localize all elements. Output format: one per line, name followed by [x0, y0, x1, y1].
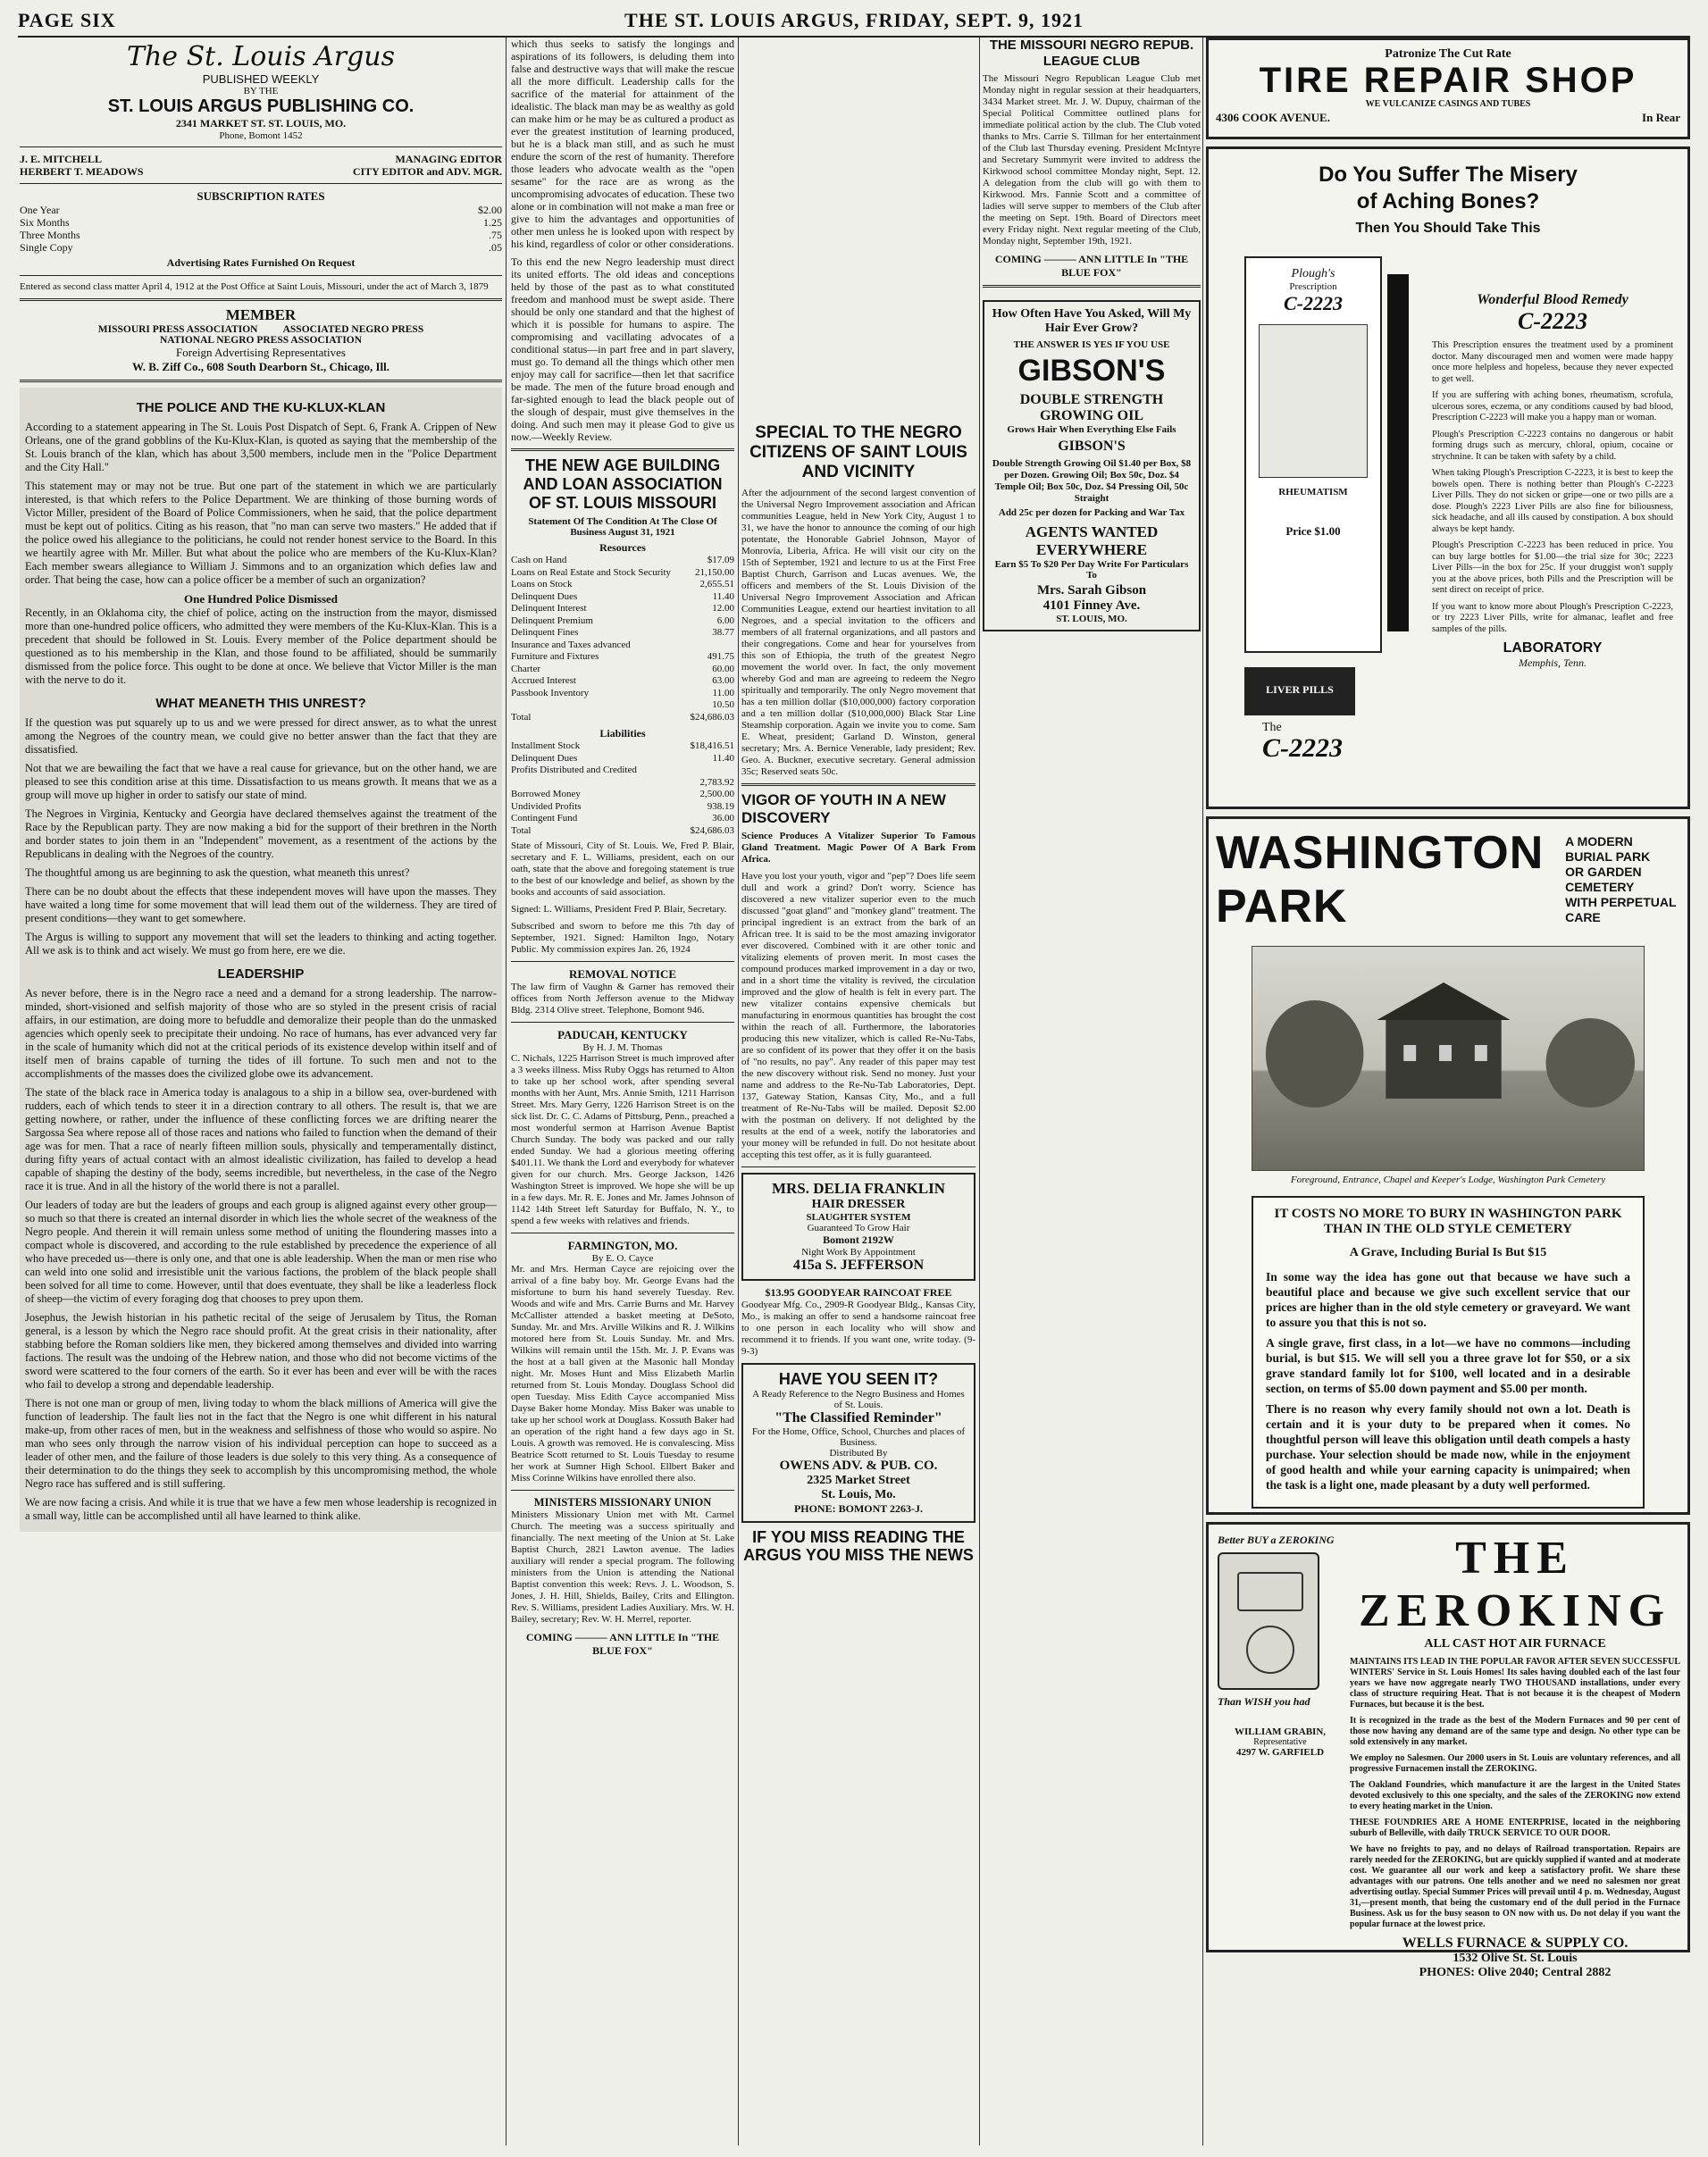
lab-the: The: [1262, 721, 1282, 734]
staff-row: HERBERT T. MEADOWS CITY EDITOR and ADV. MGR.: [20, 165, 502, 178]
zk-badge-top: Better BUY a ZEROKING: [1218, 1534, 1335, 1546]
running-head: [18, 5, 1690, 36]
vigor-subhead: Science Produces A Vitalizer Superior To Famous Gland Treatment. Magic Power Of A Bark From Africa.: [741, 831, 975, 865]
franklin-phone: Bomont 2192W: [823, 1233, 894, 1246]
club-text: The Missouri Negro Republican League Club met Monday night in regular session at their headquarters, 3434 Market street. Mr. J. W. Dupuy, chairman of the Special Political Committee outlined plans for immediate political action by the club. The Club voted thanks to Mrs. Carrie S. Tillman for her entertainment of the Club last Thursday evening. President McIntyre and Secretary Summyrit were invited to address the Kirkwood school committee Monday night, Sept. 12. A delegation from the club will go with them to Kirkwood. Mrs. Fannie Scott and a committee of ladies will serve supper to members of the Club after the meeting on Sept. 19th. Board of Directors meet every Friday night. Next regular meeting of the Club, Monday night, September 19th, 1921.: [983, 73, 1201, 247]
gibson-add: Add 25c per dozen for Packing and War Tax: [998, 507, 1185, 518]
liability-row-item: Undivided Profits: [511, 800, 582, 812]
zk-phones: PHONES: Olive 2040; Central 2882: [1419, 1966, 1612, 1979]
resource-row-item: Furniture and Fixtures: [511, 651, 599, 662]
subhead-dismissed: One Hundred Police Dismissed: [183, 592, 339, 606]
column-two: [511, 38, 734, 2145]
seen-city: St. Louis, Mo.: [821, 1488, 896, 1501]
seen-phone: PHONE: BOMONT 2263-J.: [793, 1502, 924, 1515]
franklin-role: HAIR DRESSER: [811, 1198, 906, 1211]
ministers-title: MINISTERS MISSIONARY UNION: [533, 1496, 712, 1509]
entered-note: Entered as second class matter April 4, 1912 at the Post Office at Saint Louis, Missouri, under the act of March 3, 1879: [20, 281, 489, 292]
resource-row: [511, 603, 734, 615]
affidavit-sworn: Subscribed and sworn to before me this 7th day of September, 1921. Signed: Hamilton Ingo, Notary Public. My commission expires Jan. 26, 1924: [511, 921, 734, 955]
masthead-company: ST. LOUIS ARGUS PUBLISHING CO.: [107, 96, 414, 116]
farmington-byline: By E. O. Cayce: [591, 1253, 654, 1264]
resource-row-item: Charter: [511, 663, 540, 674]
vigor-title: VIGOR OF YOUTH IN A NEW DISCOVERY: [741, 791, 946, 826]
bones-question: Do You Suffer The Misery: [1319, 163, 1578, 187]
article-paragraph: Josephus, the Jewish historian in his pathetic recital of the seige of Jerusalem by Titus, the Roman general, is a lesson by which the Negro race should profit. At the great crisis in their nationality, after stabbing before the Roman soldiers like men, they bickered among themselves and divided into warring factions. The result was the undoing of the Hebrew nation, and those who did not become victims of the sword were scattered to the four corners of the earth. So it ever has been and ever will be with the races who fail to develop a strong and dependable leadership.: [25, 1311, 497, 1391]
article-paragraph: This statement may or may not be true. But one part of the statement in which we are particularly interested, is that which refers to the Police Department. We are thinking of those burning words of Victor Miller, president of the Board of Police Commissioners, when he said, that the police department must be kept out of politics. Citing as his reason, that "no man can serve two masters." He added that if the police owed his allegiance to the politicians, he could not render honest service to the Board. In this we heartily agree with Mr. Miller. But what about the police who are members of the Ku-Klux-Klan? Each member swears allegiance to William J. Simmons and to an organization which defies law and order. That being the case, how can a police officer be a member of such an organization?: [25, 480, 497, 586]
franklin-guarantee: Guaranteed To Grow Hair: [807, 1223, 910, 1233]
liability-row: [511, 825, 734, 838]
bones-brand: C-2223: [1518, 308, 1587, 334]
affidavit: State of Missouri, City of St. Louis. We, Fred P. Blair, secretary and F. L. Williams, president, each on our oath, state that the above and foregoing statement is true to the best of our knowledge and belief, as shown by the books and accounts of said association.: [511, 840, 734, 898]
resource-row-amount: 60.00: [712, 663, 734, 674]
rates-title: SUBSCRIPTION RATES: [197, 189, 325, 203]
gibson-answer: THE ANSWER IS YES IF YOU USE: [1013, 339, 1170, 350]
rule: [511, 448, 734, 451]
seen-address: 2325 Market Street: [807, 1474, 910, 1487]
zk-paragraph: We employ no Salesmen. Our 2000 users in St. Louis are voluntary references, and all progressive Furnacemen install the ZEROKING.: [1350, 1753, 1680, 1774]
gibson-line: Grows Hair When Everything Else Fails: [1007, 424, 1176, 435]
resource-row-item: Delinquent Dues: [511, 590, 578, 602]
building-loan-statement: Statement Of The Condition At The Close Of Business August 31, 1921: [528, 516, 717, 538]
liability-row: [511, 765, 734, 777]
franklin-address: 415a S. JEFFERSON: [792, 1258, 925, 1273]
resource-row: [511, 579, 734, 591]
rule: [20, 298, 502, 301]
affidavit-signed: Signed: L. Williams, President Fred P. Blair, Secretary.: [511, 904, 727, 915]
liability-row-amount: 36.00: [712, 813, 734, 824]
tire-top: Patronize The Cut Rate: [1385, 47, 1511, 61]
rule: [741, 783, 975, 786]
rule: [20, 146, 502, 147]
gibson-brand: GIBSON'S: [1017, 354, 1166, 388]
tire-sub: WE VULCANIZE CASINGS AND TUBES: [1365, 99, 1531, 109]
resource-row: [511, 675, 734, 688]
article-paragraph: As never before, there is in the Negro race a need and a demand for a strong leadership. The narrow-minded, short-visioned and selfish majority of those who are so styled in the present crisis of racial affairs, in our estimation, are doing more to befuddle and demoralize their people than do the unmasked agencies which openly seek to precipitate their undoing. No race of humans, has ever advanced very far in the scale of humanity which did not at the critical periods of its existence develop within itself and of itself men of brains capable of turning the tides of ill fortune. To such men and not to the accomplishments of the masses does the civilized globe owe its advancement.: [25, 987, 497, 1080]
zeroking-ad: [1206, 1522, 1690, 1979]
article-paragraph: We are now facing a crisis. And while it is true that we have a few men whose leadership is recognized in a small way, little can be accomplished until all have learned to think alike.: [25, 1496, 497, 1522]
liability-row-amount: 938.19: [707, 800, 734, 812]
zk-rep-name: WILLIAM GRABIN,: [1234, 1726, 1327, 1737]
lab-signature: [1262, 721, 1343, 762]
zk-paragraph: We have no freights to pay, and no delays of Railroad transportation. Repairs are rarely needed for the ZEROKING, but are quickly supplied if wanted and at moderate cost. We guarantee all our work and keep a satisfactory profit. We share these advantages with our patrons. One tells another and we need no salesmen nor great advertising outlay. Special Summer Prices will prevail until 4 p. m. Wednesday, August 31,—present month, that being the customary end of the dull period in the Furnace Business. Ask us for the busy season to ON now with us. Do not delay if you want the popular furnace at the lowest price.: [1350, 1844, 1681, 1929]
headline-unrest: WHAT MEANETH THIS UNREST?: [155, 696, 366, 711]
liability-row-item: Total: [511, 824, 532, 836]
gibson-agents: AGENTS WANTED EVERYWHERE: [1025, 523, 1159, 558]
liability-row-amount: $24,686.03: [690, 824, 734, 836]
liabilities-title: Liabilities: [599, 727, 646, 740]
article-paragraph: which thus seeks to satisfy the longings and aspirations of its followers, is deluding them into false and destructive ways that will make the rescue all the more difficult. Leadership calls for the sacrifice of the material for attainment of the idealistic. The black man may be as wealthy as gold can make him or he may be as cultured a product as ever the greatest institution of learning produced, but he is a black man still, and as such he must endure the scorn of the rest of humanity. Therefore those leaders who advocate wealth as the "open sesame" for the race are as wrong as the uncompromising advocates of education. These two alone or in combination will not make a man free or give to him the advantages and opportunities of other men unless he is looked upon with respect by his kind, regardless of color or other considerations.: [511, 38, 734, 250]
resource-row: [511, 699, 734, 712]
gibson-brand-small: GIBSON'S: [1058, 439, 1126, 454]
liver-pills-label: LIVER PILLS: [1266, 683, 1334, 696]
liability-row-item: Contingent Fund: [511, 813, 578, 824]
bottle-brand: Plough's: [1291, 267, 1335, 280]
farmington-text: Mr. and Mrs. Herman Cayce are rejoicing over the arrival of a fine baby boy. Mr. George Evans had the misfortune to burn his hand severely Tuesday. Rev. Woods and wife and Mrs. Carrie Burns and Mr. Harvey McCallister attended a basket meeting at DeSoto, Sunday. Mr. and Mrs. Arville Wilkins and R. J. Wilkins motored here from St. Louis Sunday. Mr. and Mrs. Wilkins will remain until the 15th. Mr. J. P. Evans was the host at a ball given at the Masonic hall Monday night. Mr. Moses Hunt and Miss Elizabeth Marlin returned from St. Louis Monday. Douglass School did open Tuesday. Miss Edith Cayce accompanied Miss Dayse Baker home Monday. Miss Baker was unable to take up her school work at Douglass. Kossuth Baker had an operation of the right hand a few days ago in St. Louis. A growth was removed. He is convalescing. Miss Beatrice Scott returned to St. Louis Tuesday to resume her work at Sumner High School. Ellbert Baker and Miss Corinne Wilkins have enrolled there also.: [511, 1264, 734, 1484]
article-paragraph: There is not one man or group of men, living today to whom the black millions of America will give the function of leadership. The fault lies not in the fact that the Negro is one whit different in his natural make-up, from other races of men, but in the weakness and selfishness of those who would so aspire. No man who sees only through the narrow vision of his individual perception can hope to succeed as a leader of other men, and the failure of those leaders is due solely to this very thing. As a consequence of their determination to do the things they seek to accomplish by this uncompromising method, the whole Negro race has suffered and is still suffering.: [25, 1397, 497, 1490]
resource-row: [511, 555, 734, 567]
paducah-byline: By H. J. M. Thomas: [582, 1042, 663, 1053]
gibson-line: DOUBLE STRENGTH: [1019, 392, 1164, 407]
bottle-price: Price $1.00: [1285, 524, 1341, 538]
resource-row: [511, 615, 734, 628]
bones-text: This Prescription ensures the treatment used by a prominent doctor. Many discouraged men and women were made happy once more helpless and hopeless, because they never expected to get well.: [1432, 340, 1673, 384]
column-rule: [1202, 38, 1203, 2145]
zk-title: THE ZEROKING: [1358, 1533, 1672, 1636]
c2223-ad: [1206, 146, 1690, 809]
resource-row-item: Delinquent Interest: [511, 603, 587, 614]
gibson-ad: [983, 300, 1201, 631]
article-paragraph: Recently, in an Oklahoma city, the chief of police, acting on the instruction from the mayor, dismissed more than one-hundred police officers, who admitted they were members of the Ku-Klux-Klan. This is a precedent that should be followed in St. Louis. Every member of the Police department should be questioned as to his membership in the Klan, and those found to be affiliated, should be summarily dismissed from the police force. This ought to be done at once. We believe that Victor Miller is the man with the nerve to do it.: [25, 606, 497, 686]
article-paragraph: If the question was put squarely up to us and we were pressed for direct answer, as to what the unrest among the Negroes of the country mean, we could give no better answer than the fact that they are dissatisfied.: [25, 716, 497, 756]
bones-remedy: Wonderful Blood Remedy: [1477, 292, 1628, 307]
liabilities-list: [511, 740, 734, 837]
liability-row-item: Borrowed Money: [511, 789, 581, 799]
resource-row-amount: 12.00: [712, 603, 734, 614]
ministers-text: Ministers Missionary Union met with Mt. Carmel Church. The meeting was a success spiritually and financially. The next meeting of the Union at St. Lake Baptist Church, 2821 Lawton avenue. The ladies auxiliary will render a special program. The following ministers from the Union is attending the National Baptist convention this week: Revs. J. L. Woodson, S. Jones, J. H. Hill, Shields, Bailey, Crits and Ellington. Rev. S. Williams, president Ladies Auxiliary. Mrs. W. H. Bailey, secretary; Rev. W. H. Merrel, reporter.: [511, 1509, 734, 1625]
removal-title: REMOVAL NOTICE: [568, 967, 677, 981]
masthead-phone: Phone, Bomont 1452: [219, 130, 303, 141]
page-number: PAGE SIX: [18, 9, 116, 31]
bottle-number: C-2223: [1284, 292, 1343, 314]
miss-argus-slogan: IF YOU MISS READING THE ARGUS YOU MISS THE NEWS: [743, 1528, 974, 1564]
masthead-title: The St. Louis Argus: [126, 41, 396, 72]
wp-paragraph: A single grave, first class, in a lot—we have no commons—including burial, is but $15. We will sell you a three grave lot for $50, or a six grave standard family lot for $100, well located and in a desirable section, on terms of $5.00 down payment and $5.00 per month.: [1266, 1336, 1630, 1395]
resource-row-amount: 11.00: [712, 687, 734, 698]
tire-title: TIRE REPAIR SHOP: [1259, 61, 1637, 100]
bones-text: If you are suffering with aching bones, rheumatism, scrofula, ulcerous sores, eczema, or any conditions caused by bad blood, Prescription C-2223 will make you a happy man or woman.: [1432, 390, 1673, 422]
liability-row: [511, 753, 734, 765]
article-paragraph: The state of the black race in America today is analagous to a ship in a billow sea, over-burdened with rudders, each of which tends to steer it in a direction contrary to all others. The result is, that we are getting nowhere, or rather, under the influence of these conflicting forces we are drifting nearer the Sargossa Sea where repose all of those races and nations who failed to function when the demand of their age was for men. That a race of nearly fifteen million souls, physically and temperamentally distinct, during fifty years of actual contact with an almost idealistic civilization, has failed to develop a head capable of shaping the destiny of the body, seems incredible, but nevertheless, in the case of the Negro race it is true. And in all the history of the world there is not a parallel.: [25, 1086, 497, 1192]
rule: [511, 1022, 734, 1023]
liability-row-item: Profits Distributed and Credited: [511, 765, 637, 775]
coming-notice: COMING ——— ANN LITTLE In "THE BLUE FOX": [994, 253, 1189, 279]
article-paragraph: The thoughtful among us are beginning to ask the question, what meaneth this unrest?: [25, 866, 410, 879]
resource-row: [511, 591, 734, 604]
bones-text: Plough's Prescription C-2223 contains no dangerous or habit forming drugs such as mercury, chloral, opium, cocaine or strychnine. It can be taken with safety by a child.: [1432, 429, 1673, 462]
vigor-text: Have you lost your youth, vigor and "pep"? Does life seem dull and work a grind? Don't worry. Science has discovered a new vitalizer superior even to the much discussed "goat gland" and "monkey gland" treatment. The principal ingredient is an extract from the bark of an African tree. It is said to be the most amazing invigorator ever discovered. Combined with it are other tonic and vitalizing elements of proven merit. In most cases the compound produces marked improvement in a day or two, and in a short time the vitality is revived, the circulation improved and the glow of health is felt in every part. The new vitalizer contains expensive chemicals but manufacturing in enormous quantities has brought the cost within the reach of all. Furthermore, the laboratories producing this new vitalizer, which is called Re-Nu-Tabs, are so confident of its power that they offer it on the basis of "no results, no pay". Any reader of this paper may test the new discovery without risk. Send no money. Just your name and address to the Re-Nu-Tab Laboratories, Dept. 137, Gateway Station, Kansas City, Mo., and a full treatment of Re-Nu-Tabs will be mailed. Deposit $2.00 with the postman on delivery. If not delighted by the results at the end of a week, notify the laboratories and your money will be refunded in full. Do not hesitate about accepting this test offer, as it is fully guaranteed.: [741, 871, 975, 1160]
gibson-prices: Double Strength Growing Oil $1.40 per Box, $8 per Dozen. Growing Oil; Box 50c, Doz. $4 Temple Oil; Box 50c, Doz. $4 Pressing Oil, 50c Straight: [992, 458, 1192, 504]
resource-row: [511, 651, 734, 664]
article-paragraph: According to a statement appearing in The St. Louis Post Dispatch of Sept. 6, Frank A. Crippen of New Orleans, one of the grand gobblins of the Ku-Klux-Klan, is quoted as saying that the membership of the St. Louis branch of the klan, which has about 3,500 members, include men in the "Police Department and the City Hall.": [25, 421, 497, 473]
special-text: After the adjournment of the second largest convention of the Universal Negro Improvement association and African communities League, held in New York City, August 1 to 31, we have the honor to announce the coming of our high potentate, the Honorable Gabriel Johnson, Mayor of Monrovia, Liberia, Africa. He will visit our city on the 15th of September, 1921 and lecture to us at the First Free Baptist Church, Garrison and Lucas avenues. We, the officers and members of the St. Louis Division of the Universal Negro Improvement Association and African Communities League, extend our heartiest invitation to all Negroes, and a special invitation to the officers and members of all fraternal organizations, and all pastors and their congregations. Come and hear for yourselves from this son of Ethiopia, the truth of the greatest Negro movement the world over. In fact, the only movement whereby God and man are agreeing to redeem the Negro spiritually and temporarily. The only Negro movement that has a ten million dollar ($10,000,000) factory corporation and a ten million dollar ($10,000,000) Black Star Line Steamship corporation. Again we invite you to come. Sam E. Wheat, president; Garland D. Winston, general secretary; Mrs. A. Bernice Venerable, lady president; Rev. Geo. A. Buckner, executive secretary. General admission 35c; Reserved seats 50c.: [741, 488, 975, 777]
bones-text: When taking Plough's Prescription C-2223, it is best to keep the bowels open. There is nothing better than Plough's C-2223 Liver Pills. They do not sicken or gripe—one or two pills are a dose. Plough's 2223 Liver Pills are also fine for biliousness, sick headache, and all ills caused by constipation. A box should always be kept handy.: [1432, 468, 1673, 534]
resource-row-amount: 11.40: [712, 590, 734, 602]
raincoat-title: $13.95 GOODYEAR RAINCOAT FREE: [765, 1286, 952, 1299]
bones-text-block: [1432, 292, 1673, 670]
franklin-name: MRS. DELIA FRANKLIN: [771, 1180, 946, 1197]
seen-for: For the Home, Office, School, Churches and places of Business.: [751, 1426, 966, 1448]
franklin-night: Night Work By Appointment: [801, 1247, 916, 1258]
column-three: [741, 38, 975, 2145]
rule: [511, 1490, 734, 1491]
wp-paragraph: In some way the idea has gone out that because we have such a beautiful place and because we give such excellent service that our prices are higher than in the old style cemetery or graveyard. We want to assure you that this is not so.: [1266, 1270, 1630, 1329]
resources-list: [511, 555, 734, 723]
member-title: MEMBER: [225, 306, 297, 323]
gibson-question: How Often Have You Asked, Will My Hair Ever Grow?: [992, 307, 1192, 335]
zk-paragraph: The Oakland Foundries, which manufacture it are the largest in the United States devoted exclusively to this one specialty, and the sales of the ZEROKING now extend to every heating market in the Union.: [1350, 1780, 1680, 1811]
resource-row-amount: 38.77: [712, 627, 734, 638]
rule: [511, 961, 734, 962]
zk-paragraph: It is recognized in the trade as the best of the Modern Furnaces and 90 per cent of those now having any demand are of the same type and design. No other type can be sold extensively in any market.: [1350, 1716, 1680, 1747]
resource-row: [511, 627, 734, 640]
resource-row-amount: 10.50: [712, 699, 734, 710]
resource-row-amount: $24,686.03: [690, 711, 734, 723]
wp-paragraph: There is no reason why every family should not own a lot. Death is certain and it is your duty to be prepared when it comes. No thoughtful person will leave this obligation until death compels a hasty purchase. Your selection should be made now, while in the enjoyment of good health and while your earning capacity is unimpaired; when the task is a light one, made pleasant by a duty well performed.: [1266, 1402, 1630, 1492]
gibson-address: 4101 Finney Ave.: [1042, 598, 1141, 613]
staff-row: J. E. MITCHELL MANAGING EDITOR: [20, 153, 502, 165]
zk-sub: ALL CAST HOT AIR FURNACE: [1424, 1637, 1606, 1651]
bones-then: Then You Should Take This: [1355, 221, 1541, 236]
seen-title: HAVE YOU SEEN IT?: [778, 1370, 939, 1388]
liability-row-item: Delinquent Dues: [511, 752, 578, 764]
zk-body: [1350, 1532, 1680, 1980]
seen-sub: A Ready Reference to the Negro Business and Homes of St. Louis.: [752, 1389, 965, 1410]
resource-row-item: Loans on Real Estate and Stock Security: [511, 566, 672, 578]
liability-row-item: Installment Stock: [511, 740, 581, 751]
liability-row: [511, 789, 734, 801]
cemetery-photo: [1252, 946, 1645, 1171]
liability-row: [511, 801, 734, 814]
resource-row-item: Cash on Hand: [511, 555, 567, 565]
resource-row-item: Loans on Stock: [511, 579, 573, 589]
wp-head: IT COSTS NO MORE TO BURY IN WASHINGTON PARK: [1274, 1207, 1622, 1221]
seen-distributed: Distributed By: [829, 1448, 888, 1459]
adv-note: Advertising Rates Furnished On Request: [166, 256, 356, 269]
resource-row-item: Passbook Inventory: [511, 687, 590, 698]
paducah-title: PADUCAH, KENTUCKY: [557, 1028, 688, 1041]
zk-badge-bottom: Than WISH you had: [1218, 1695, 1310, 1708]
zk-paragraph: MAINTAINS ITS LEAD IN THE POPULAR FAVOR AFTER SEVEN SUCCESSFUL WINTERS' Service in St. Louis Homes! Its sales having doubled each of the last four years we have now aggregate nearly TWO THOUSAND installations, under every class of structure requiring Heat. That is not because it is the cheapest of Modern Furnaces, but because it is the best.: [1350, 1657, 1680, 1710]
bones-question: of Aching Bones?: [1356, 189, 1540, 213]
resource-row-item: Delinquent Premium: [511, 614, 593, 626]
wp-tagline: A MODERN BURIAL PARK OR GARDEN CEMETERY WITH PERPETUAL CARE: [1565, 834, 1677, 924]
lab-city: Memphis, Tenn.: [1519, 656, 1587, 669]
bottle-prescription: Prescription: [1289, 281, 1337, 292]
raincoat-text: Goodyear Mfg. Co., 2909-R Goodyear Bldg., Kansas City, Mo., is making an offer to send a handsome raincoat free to one person in each locality who will show and recommend it to friends. If you want one, write today. (9-9-3): [741, 1300, 975, 1357]
article-paragraph: The Negroes in Virginia, Kentucky and Georgia have declared themselves against the treatment of the Race by the Republican party. They are now making a bid for the support of their brethren in the North and border states to join them in an "Independent" movement, as a resentment of the actions by the Republicans in dealing with the Negroes of the country.: [25, 807, 497, 860]
zk-rep-role: Representative: [1253, 1737, 1307, 1747]
tire-address: 4306 COOK AVENUE.: [1216, 111, 1330, 124]
zk-company: WELLS FURNACE & SUPPLY CO.: [1402, 1935, 1628, 1951]
rule: [20, 380, 502, 382]
resource-row-amount: 491.75: [707, 651, 734, 662]
special-title: SPECIAL TO THE NEGRO CITIZENS OF SAINT LOUIS AND VICINITY: [749, 423, 967, 481]
resource-row: [511, 567, 734, 580]
article-paragraph: To this end the new Negro leadership must direct its united efforts. The old ideas and conceptions held by those of the past as to what constituted freedom and manhood must be swept aside. There should be only one standard and that the highest of which it is possible for humans to aspire. The compromising and vacillating advocates of a conditional status—in part free and in part slavery, must go. To demand all the things which other men enjoy may call for sacrifice—then let that sacrifice be made. The men of the future broad enough and far-sighted enough to lead the black people out of the slough of despair, must give themselves in the doing. And such men may it please God to give us now.—Weekly Review.: [511, 255, 734, 443]
column-rule: [979, 38, 980, 2145]
zeroking-badge: [1218, 1534, 1343, 1758]
resource-row-item: Total: [511, 711, 532, 723]
bottle-side: [1387, 274, 1409, 631]
coming-notice: COMING ——— ANN LITTLE In "THE BLUE FOX": [525, 1631, 720, 1657]
tire-rear: In Rear: [1642, 111, 1680, 124]
resource-row-amount: 6.00: [716, 614, 734, 626]
column-editorial: [20, 38, 502, 2145]
franklin-system: SLAUGHTER SYSTEM: [806, 1212, 911, 1223]
column-four: [983, 38, 1201, 2145]
bones-text: If you want to know more about Plough's Prescription C-2223, or try 2223 Liver Pills, write for almanac, leaflet and free samples of the pills.: [1432, 601, 1673, 634]
article-paragraph: The Argus is willing to support any movement that will set the leaders to thinking and acting together. All we ask is to think and act wisely. We must go from here, ere we die.: [25, 931, 497, 957]
removal-text: The law firm of Vaughn & Garner has removed their offices from North Jefferson avenue to the Midway Bldg. 2314 Olive street. Telephone, Bomont 946.: [511, 982, 734, 1016]
zk-rep-address: 4297 W. GARFIELD: [1235, 1747, 1325, 1758]
resource-row-item: Insurance and Taxes advanced: [511, 639, 631, 650]
headline-police: THE POLICE AND THE KU-KLUX-KLAN: [136, 400, 386, 415]
rule: [983, 285, 1201, 288]
resource-row-amount: 63.00: [712, 675, 734, 686]
medicine-bottle-illustration: [1244, 256, 1382, 653]
wp-photo-caption: Foreground, Entrance, Chapel and Keeper's Lodge, Washington Park Cemetery: [1290, 1175, 1606, 1185]
column-five: [1206, 38, 1690, 2145]
house-illustration: [1252, 947, 1644, 1170]
resource-row-amount: $17.09: [707, 555, 734, 565]
resource-row: [511, 688, 734, 700]
liability-row-amount: 2,783.92: [699, 776, 734, 788]
column-rule: [738, 38, 739, 2145]
member-line: MISSOURI PRESS ASSOCIATION ASSOCIATED NEGRO PRESS: [97, 324, 424, 335]
masthead-address: 2341 MARKET ST. ST. LOUIS, MO.: [175, 117, 347, 130]
rate-row: One Year $2.00: [20, 204, 502, 216]
seen-company: OWENS ADV. & PUB. CO.: [779, 1459, 938, 1473]
resource-row-amount: 2,655.51: [699, 579, 734, 589]
seen-name: "The Classified Reminder": [774, 1410, 942, 1425]
farmington-title: FARMINGTON, MO.: [567, 1239, 678, 1252]
liability-row-amount: 2,500.00: [699, 789, 734, 799]
liability-row: [511, 740, 734, 753]
member-line: Foreign Advertising Representatives: [176, 346, 346, 359]
masthead-published: PUBLISHED WEEKLY: [202, 72, 320, 86]
resource-row-item: Delinquent Fines: [511, 627, 579, 638]
club-title: THE MISSOURI NEGRO REPUB. LEAGUE CLUB: [989, 38, 1194, 69]
liability-row-amount: $18,416.51: [690, 740, 734, 751]
masthead-by: BY THE: [243, 86, 279, 96]
article-paragraph: Our leaders of today are but the leaders of groups and each group is aligned against every other group—so much so that there is created an internal disorder in which lies the whole secret of the weakness of the Negro people. And therein it will remain unless some method of uniting the floundering masses into a compact whole is discovered, and according to the rule established by precedence the experience of all who have preceded us—there is only one, and that one is able leadership. When the man or men rise who can weld into one solid and irresistible unit the various factions, the problem of the black people shall been solved for all time to come. However, until that does eventuate, they shall be like a leaderless flock of sheep—the victim of every foraging dog that chooses to prey upon them.: [25, 1199, 497, 1305]
wp-offer-box: [1252, 1196, 1645, 1509]
rate-row: Single Copy .05: [20, 241, 502, 254]
wp-grave-price: A Grave, Including Burial Is But $15: [1349, 1246, 1547, 1259]
tire-repair-ad: [1206, 38, 1690, 139]
resource-row: [511, 712, 734, 724]
article-paragraph: There can be no doubt about the effects that these independent moves will have upon the masses. They have waited a long time for some movement that will lead them out of the wilderness. They are tired of present conditions—they want to get somewhere.: [25, 885, 497, 924]
zk-paragraph: THESE FOUNDRIES ARE A HOME ENTERPRISE, located in the neighboring suburb of Belleville, with daily TRUCK SERVICE TO OUR DOOR.: [1350, 1818, 1680, 1838]
column-rule: [506, 38, 507, 2145]
rule: [741, 1166, 975, 1167]
bones-text: Plough's Prescription C-2223 has been reduced in price. You can buy large bottles for $1.00—the trial size for 30c; 2223 Liver Pills—in the box for 25c. If your druggist won't supply you at the above prices, both Pills and the Prescription will be sent direct on receipt of price.: [1432, 540, 1673, 595]
resource-row-item: Accrued Interest: [511, 675, 576, 686]
building-loan-title: THE NEW AGE BUILDING AND LOAN ASSOCIATION OF ST. LOUIS MISSOURI: [523, 456, 723, 512]
washington-park-ad: [1206, 816, 1690, 1515]
resource-row: [511, 640, 734, 652]
paducah-text: C. Nichals, 1225 Harrison Street is much improved after a 3 weeks illness. Miss Ruby Oggs has returned to Alton to take up her school work, after spending several months with her Aunt, Mrs. Annie Smith, 1211 Harrison Street. Mrs. Mary Gerry, 1226 Harrison Street is on the sick list. Dr. C. C. Adams of Pittsburg, Penn., preached a most wonderful sermon at Harrison Avenue Baptist Church Sunday. The body was packed and our rally ended Sunday. We had a glorious meeting offering $401.11. We thank the Lord and everybody for whatever given for our church. Mrs. George Jackson, 1426 Washington Street is improved. We hope she will be up in a few days. Mr. R. E. Jones and Mr. James Johnson of 1142 14th Street left Saturday for Buffalo, N. Y., to spend a few weeks with relatives and friends.: [511, 1053, 734, 1226]
gibson-city: ST. LOUIS, MO.: [1056, 614, 1127, 624]
furnace-illustration: [1218, 1552, 1319, 1690]
rule: [20, 275, 502, 276]
gibson-name: Mrs. Sarah Gibson: [1036, 583, 1147, 598]
liability-row-amount: 11.40: [712, 752, 734, 764]
member-line: NATIONAL NEGRO PRESS ASSOCIATION: [159, 335, 363, 346]
resources-title: Resources: [599, 541, 646, 554]
gibson-line: GROWING OIL: [1039, 408, 1143, 423]
rate-row: Six Months 1.25: [20, 216, 502, 229]
wp-head: THAN IN THE OLD STYLE CEMETERY: [1323, 1222, 1572, 1236]
lab-number: C-2223: [1262, 733, 1343, 763]
classified-reminder-ad: [741, 1363, 975, 1523]
bottle-rheumatism: RHEUMATISM: [1278, 487, 1348, 497]
zk-address: 1532 Olive St. St. Louis: [1453, 1952, 1578, 1965]
paper-dateline: THE ST. LOUIS ARGUS, FRIDAY, SEPT. 9, 1921: [624, 9, 1084, 31]
member-line: W. B. Ziff Co., 608 South Dearborn St., Chicago, Ill.: [131, 360, 390, 373]
rate-row: Three Months .75: [20, 229, 502, 241]
wp-title: WASHINGTON PARK: [1216, 827, 1545, 932]
resource-row-amount: 21,150.00: [695, 566, 734, 578]
lab-name: LABORATORY: [1503, 640, 1603, 656]
franklin-ad: [741, 1173, 975, 1281]
rule: [20, 183, 502, 184]
editorials-block: [20, 388, 502, 1532]
gibson-earn: Earn $5 To $20 Per Day Write For Particulars To: [994, 559, 1189, 581]
liability-row: [511, 777, 734, 790]
liver-pills-box-illustration: [1244, 667, 1355, 715]
liability-row: [511, 813, 734, 825]
resource-row: [511, 664, 734, 676]
article-paragraph: Not that we are bewailing the fact that we have a real cause for grievance, but on the other hand, we are pleased to see this condition arise at this time. Dissatisfaction to us means growth. It means that we as a group will move up higher in order to satisfy our state of mind.: [25, 762, 497, 801]
headline-leadership: LEADERSHIP: [217, 966, 305, 982]
